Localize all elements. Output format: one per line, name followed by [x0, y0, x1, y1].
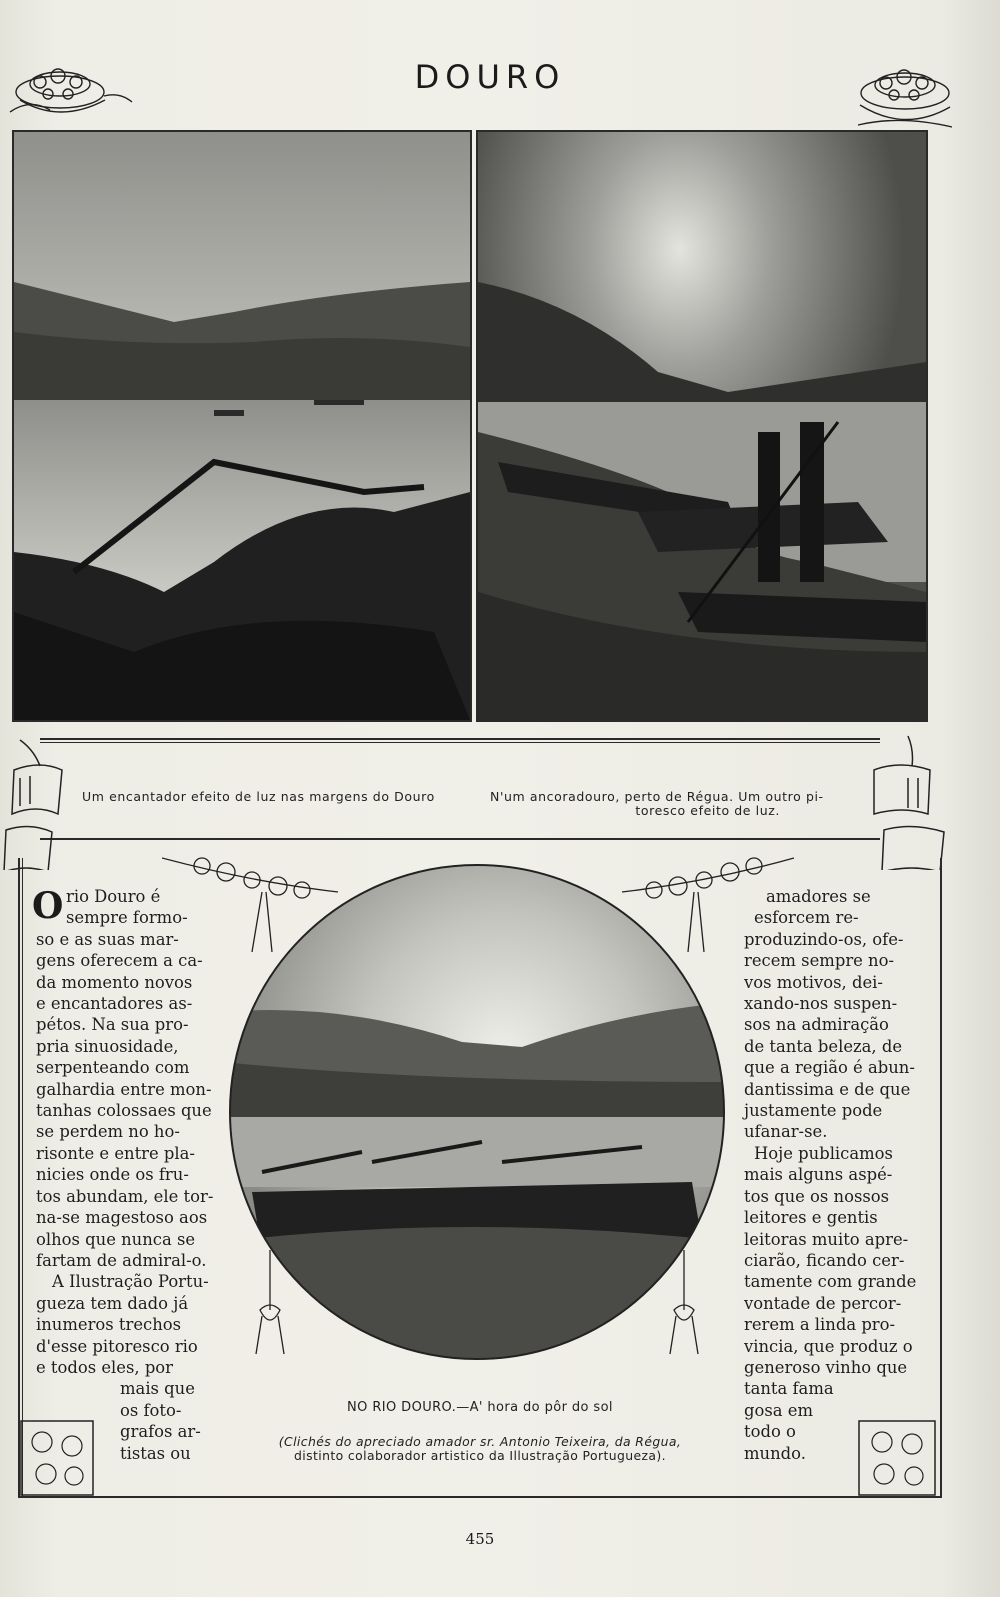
right-photo-caption-line2: toresco efeito de luz. — [635, 803, 780, 818]
article-line-right: tos que os nossos — [744, 1186, 890, 1206]
drop-cap: O — [32, 885, 64, 927]
article-line-right: ciarão, ficando cer- — [744, 1250, 905, 1270]
article-line-left: fartam de admiral-o. — [36, 1250, 207, 1270]
floral-tile-bottom-left-icon — [20, 1420, 96, 1498]
article-line-left: galhardia entre mon- — [36, 1079, 212, 1099]
article-line-left: se perdem no ho- — [36, 1122, 180, 1142]
article-line-left: os foto- — [120, 1400, 182, 1420]
article-line-left: tos abundam, ele tor- — [36, 1186, 214, 1206]
article-line-right: esforcem re- — [754, 908, 859, 928]
article-line-right: mais alguns aspé- — [744, 1165, 893, 1185]
frame-rule-top — [40, 738, 880, 740]
photo-anchorage-regua — [476, 130, 928, 722]
article-line-right: vincia, que produz o — [744, 1336, 913, 1356]
scroll-ribbon-left-icon — [0, 730, 70, 870]
article-line-left: pétos. Na sua pro- — [36, 1015, 189, 1035]
article-line-right: vontade de percor- — [744, 1293, 902, 1313]
article-line-left: e encantadores as- — [36, 994, 193, 1014]
article-right-column — [744, 886, 918, 1464]
article-line-left: tistas ou — [120, 1443, 191, 1463]
article-line-right: de tanta beleza, de — [744, 1036, 903, 1056]
article-left-column — [36, 886, 216, 1464]
article-line-left: na-se magestoso aos — [36, 1208, 208, 1228]
article-line-left: nicies onde os fru- — [36, 1165, 189, 1185]
floral-ornament-top-right-icon — [840, 55, 970, 140]
box-border-bottom — [20, 1496, 942, 1498]
article-line-right: produzindo-os, ofe- — [744, 929, 904, 949]
article-line-left: rio Douro é — [66, 887, 161, 906]
box-border-right — [940, 858, 942, 1498]
article-line-left: sempre formo- — [66, 908, 188, 928]
article-line-left: serpenteando com — [36, 1058, 190, 1078]
right-photo-caption-line1: N'um ancoradouro, perto de Régua. Um outro pi- — [490, 789, 824, 804]
article-line-left: pria sinuosidade, — [36, 1036, 179, 1056]
article-line-right: mundo. — [744, 1443, 806, 1463]
center-photo-caption: NO RIO DOURO.—A' hora do pôr do sol — [347, 1400, 613, 1415]
article-line-left: inumeros trechos — [36, 1315, 182, 1335]
article-line-right: dantissima e de que — [744, 1079, 911, 1099]
article-line-right: xando-nos suspen- — [744, 994, 898, 1014]
left-photo-caption: Um encantador efeito de luz nas margens do Douro — [82, 789, 435, 804]
article-line-right: tanta fama — [744, 1379, 834, 1399]
article-line-right: leitores e gentis — [744, 1208, 878, 1228]
article-line-left: risonte e entre pla- — [36, 1143, 195, 1163]
article-line-left: A Ilustração Portu- — [52, 1272, 209, 1292]
article-line-left: olhos que nunca se — [36, 1229, 196, 1249]
article-line-left: e todos eles, por — [36, 1357, 174, 1377]
article-line-right: leitoras muito apre- — [744, 1229, 909, 1249]
article-line-left: grafos ar- — [120, 1422, 201, 1442]
article-line-right: ufanar-se. — [744, 1122, 828, 1142]
page-number: 455 — [465, 1530, 495, 1548]
article-line-right: justamente pode — [744, 1101, 883, 1121]
article-line-right: recem sempre no- — [744, 951, 895, 971]
center-photo-credit-line1: (Clichés do apreciado amador sr. Antonio Teixeira, da Régua, — [278, 1434, 682, 1449]
article-line-right: tamente com grande — [744, 1272, 917, 1292]
river-anchorage-right-image — [478, 132, 926, 720]
article-line-right: Hoje publicamos — [754, 1143, 893, 1163]
article-line-right: que a região é abun- — [744, 1058, 915, 1078]
center-photo-credit-line2: distinto colaborador artistico da Illustração Portugueza). — [294, 1448, 666, 1463]
box-border-left — [18, 858, 20, 1498]
floral-ornament-top-left-icon — [0, 52, 140, 132]
article-line-left: gens oferecem a ca- — [36, 951, 203, 971]
river-landscape-left-image — [14, 132, 470, 720]
article-line-right: amadores se — [766, 887, 871, 906]
article-line-left: gueza tem dado já — [36, 1293, 189, 1313]
floral-tile-bottom-right-icon — [858, 1420, 938, 1498]
photo-sunset-circle — [222, 862, 732, 1372]
frame-rule-bottom — [40, 838, 880, 840]
photo-river-light-effect — [12, 130, 472, 722]
scroll-ribbon-right-icon — [868, 730, 958, 870]
article-line-left: d'esse pitoresco rio — [36, 1336, 198, 1356]
article-line-right: generoso vinho que — [744, 1357, 908, 1377]
article-line-right: todo o — [744, 1422, 796, 1442]
page-title: DOURO — [414, 58, 566, 96]
article-line-right: sos na admiração — [744, 1015, 889, 1035]
article-line-right: vos motivos, dei- — [744, 972, 883, 992]
box-border-left-inner — [22, 858, 23, 1498]
article-line-left: mais que — [120, 1379, 195, 1399]
article-line-right: gosa em — [744, 1400, 813, 1420]
article-line-left: tanhas colossaes que — [36, 1101, 212, 1121]
article-line-left: so e as suas mar- — [36, 929, 179, 949]
article-line-left: da momento novos — [36, 972, 193, 992]
article-line-right: rerem a linda pro- — [744, 1315, 896, 1335]
frame-rule-top-inner — [40, 742, 880, 743]
